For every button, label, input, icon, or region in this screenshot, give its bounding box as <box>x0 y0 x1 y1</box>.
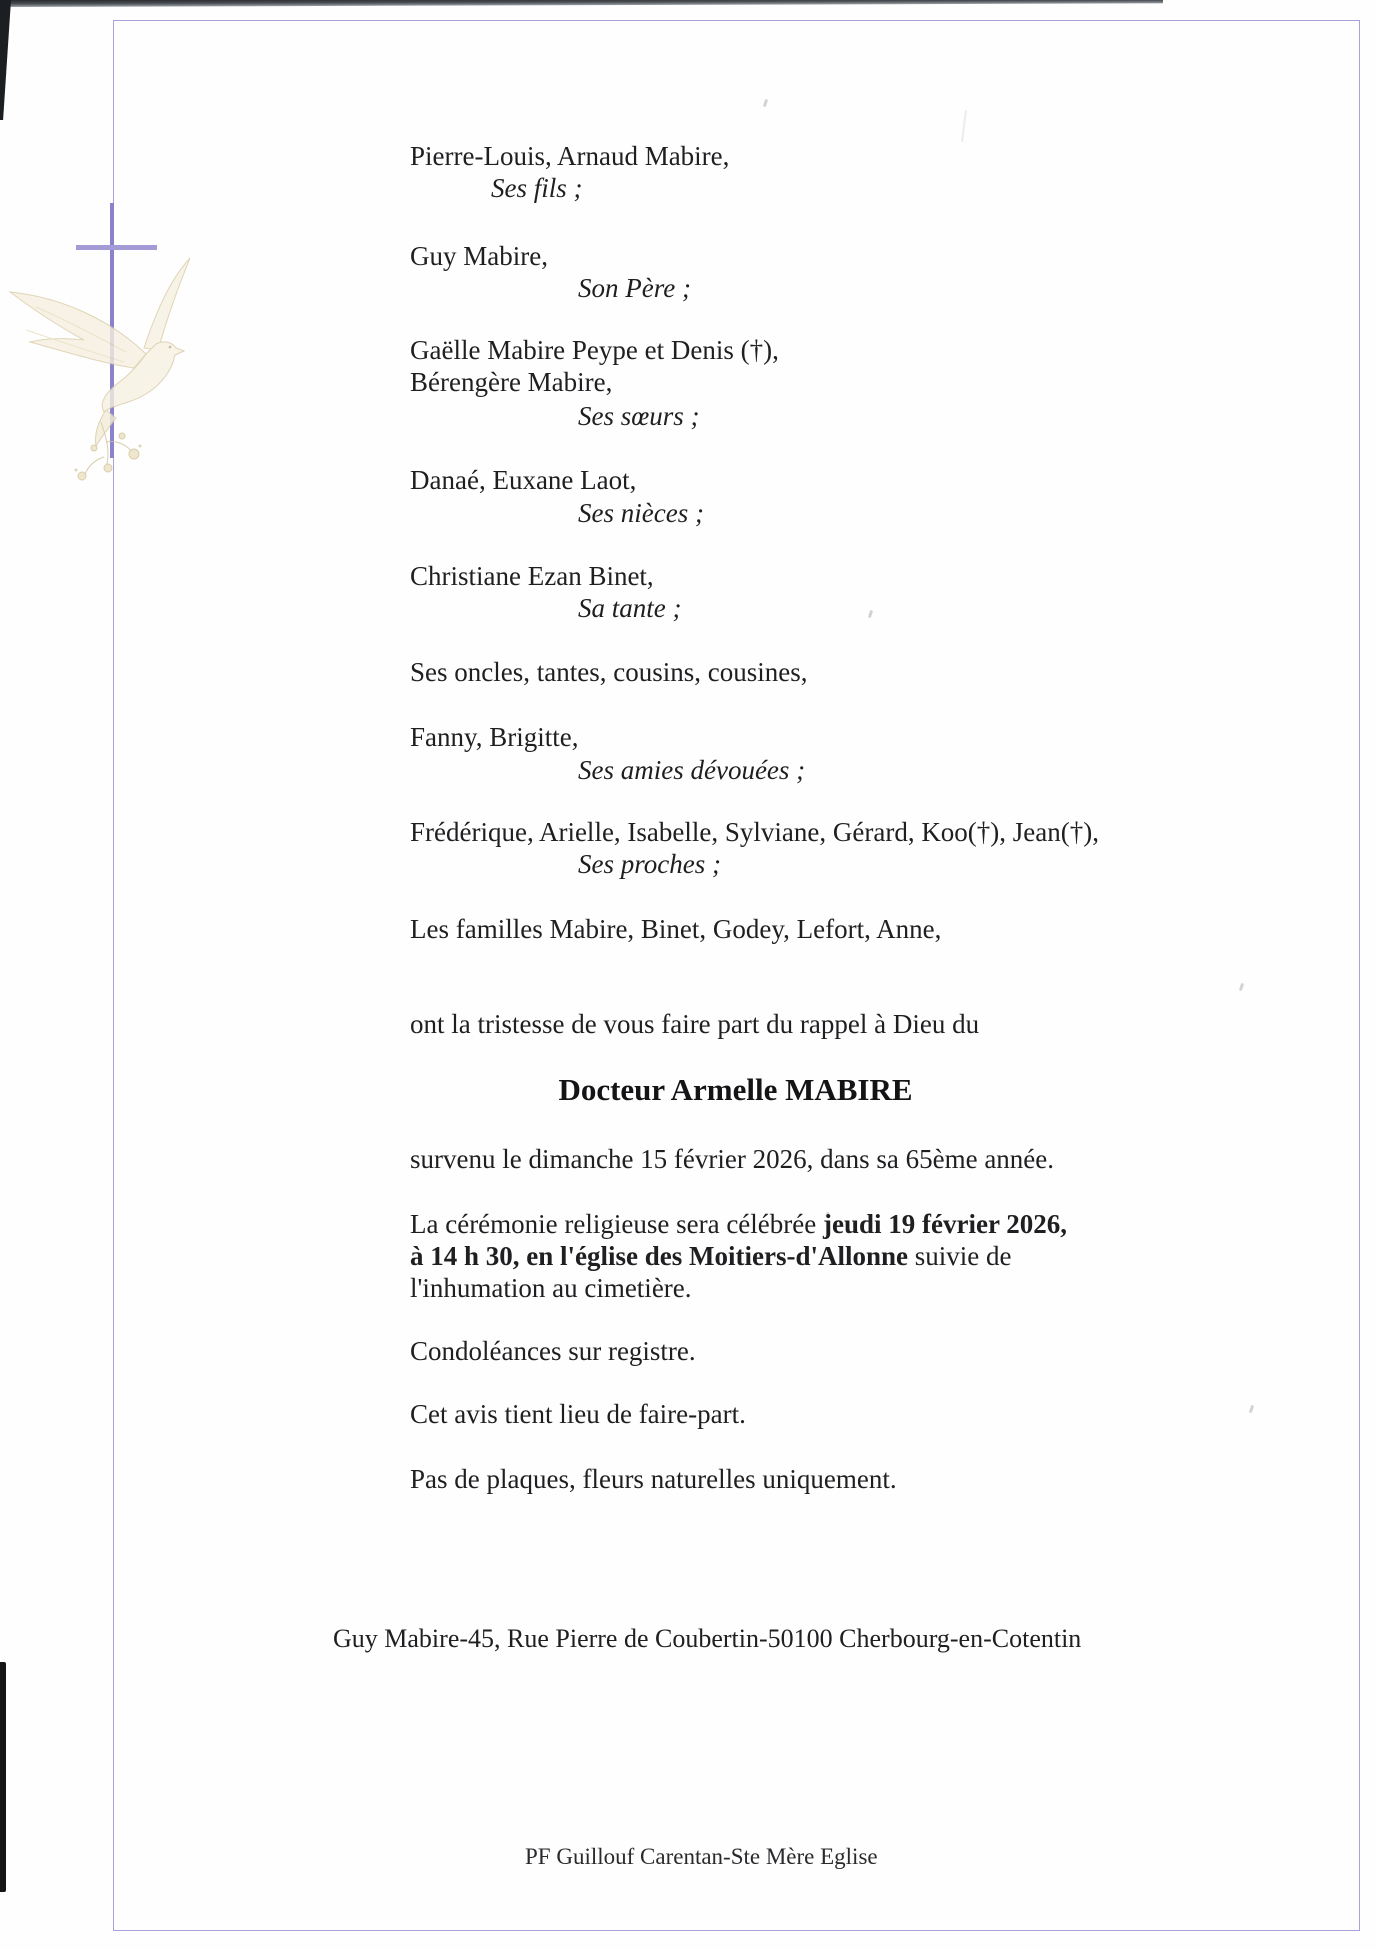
dove-icon <box>6 252 196 482</box>
relation-line: Sa tante ; <box>578 593 682 623</box>
scan-edge-left <box>0 1662 6 1892</box>
deceased-name: Docteur Armelle MABIRE <box>558 1072 913 1107</box>
ceremony-line-2: à 14 h 30, en l'église des Moitiers-d'Allonne suivie de <box>410 1241 1012 1271</box>
flower-sprig <box>75 422 142 480</box>
scan-corner-wedge <box>0 0 11 120</box>
relation-line: Ses sœurs ; <box>578 401 700 431</box>
dove-left-wing <box>10 292 146 368</box>
relation-line: Ses amies dévouées ; <box>578 755 806 785</box>
family-name-line: Christiane Ezan Binet, <box>410 561 654 591</box>
cross-horizontal-bar <box>76 245 157 250</box>
family-name-line: Danaé, Euxane Laot, <box>410 465 637 495</box>
ceremony-line-1: La cérémonie religieuse sera célébrée jeudi 19 février 2026, <box>410 1209 1067 1239</box>
contact-address-line: Guy Mabire-45, Rue Pierre de Coubertin-50100 Cherbourg-en-Cotentin <box>333 1624 1082 1653</box>
funeral-home-line: PF Guillouf Carentan-Ste Mère Eglise <box>525 1844 878 1869</box>
relation-line: Ses proches ; <box>578 849 721 879</box>
ceremony-paragraph <box>410 1208 1067 1304</box>
family-name-line: Bérengère Mabire, <box>410 367 613 397</box>
family-name-line: Fanny, Brigitte, <box>410 722 579 752</box>
family-name-line: Guy Mabire, <box>410 241 548 271</box>
family-name-line: Ses oncles, tantes, cousins, cousines, <box>410 657 808 687</box>
condolences-line: Condoléances sur registre. <box>410 1336 696 1366</box>
death-line: survenu le dimanche 15 février 2026, dans sa 65ème année. <box>410 1144 1055 1174</box>
scan-edge-top <box>0 0 1163 7</box>
relation-line: Ses nièces ; <box>578 498 704 528</box>
relation-line: Son Père ; <box>578 273 691 303</box>
family-name-line: Gaëlle Mabire Peype et Denis (†), <box>410 335 779 365</box>
family-name-line: Frédérique, Arielle, Isabelle, Sylviane, Gérard, Koo(†), Jean(†), <box>410 817 1100 847</box>
relation-line: Ses fils ; <box>491 173 583 203</box>
family-name-line: Les familles Mabire, Binet, Godey, Lefort, Anne, <box>410 914 942 944</box>
family-name-line: Pierre-Louis, Arnaud Mabire, <box>410 141 730 171</box>
notice-line: Cet avis tient lieu de faire-part. <box>410 1399 746 1429</box>
ceremony-line-3: l'inhumation au cimetière. <box>410 1273 692 1303</box>
intro-line: ont la tristesse de vous faire part du rappel à Dieu du <box>410 1009 980 1039</box>
flowers-line: Pas de plaques, fleurs naturelles uniquement. <box>410 1464 897 1494</box>
dove-right-wing <box>144 258 190 350</box>
